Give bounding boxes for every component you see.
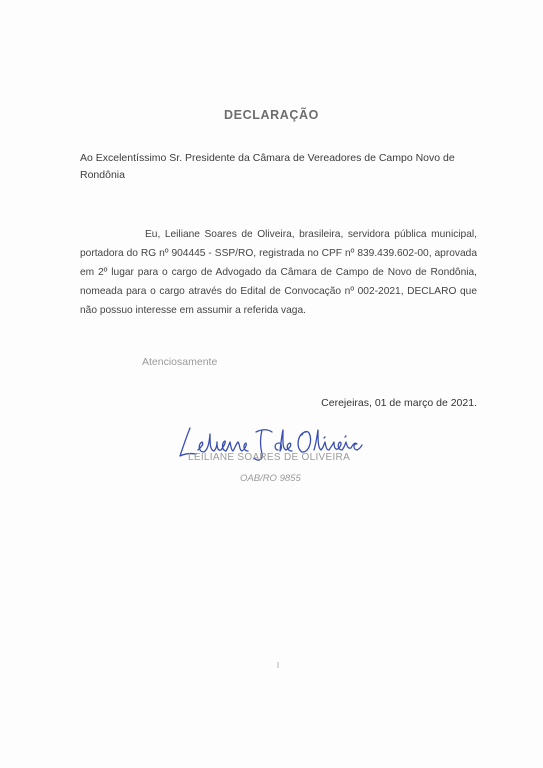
addressee-line: Ao Excelentíssimo Sr. Presidente da Câmara de Vereadores de Campo Novo de Rondônia (80, 152, 455, 181)
place-date-line: Cerejeiras, 01 de março de 2021. (321, 397, 477, 409)
closing-salutation: Atenciosamente (142, 356, 218, 368)
document-title: DECLARAÇÃO (224, 108, 319, 122)
signer-oab-registration: OAB/RO 9855 (240, 473, 301, 484)
page-mark (277, 662, 279, 668)
declaration-body: Eu, Leiliane Soares de Oliveira, brasileira, servidora pública municipal, portadora do RG nº 904445 - SSP/RO, registrada no CPF nº 839.439.602-00, aprovada em 2º lugar para o cargo de Advogado da Câmara de Campo de Novo de Rondônia, nomeada para o cargo através do Edital de Convocação nº 002-2021, DECLARO que não possuo interesse em assumir a referida vaga. (80, 229, 477, 316)
signer-name: LEILIANE SOARES DE OLIVEIRA (188, 452, 351, 463)
